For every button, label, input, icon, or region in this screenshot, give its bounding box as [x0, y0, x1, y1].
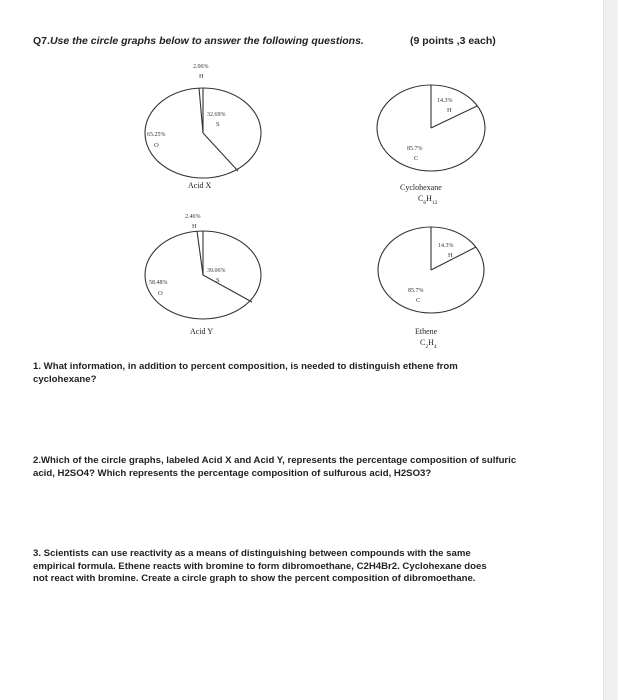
cyclohexane-formula: $C_6H_{12}$ — [418, 194, 438, 206]
acid-x-caption: Acid X — [188, 181, 212, 190]
question-1: 1. What information, in addition to percent composition, is needed to distinguish ethene from cyclohexane? — [33, 361, 458, 385]
acid-x-h-pct: 2.06% — [193, 64, 209, 70]
ethene-h-pct: 14.3% — [438, 243, 454, 249]
ethene-c-pct: 85.7% — [408, 288, 424, 294]
acid-x-h-sym: H — [199, 73, 204, 80]
acid-y-o-pct: 58.48% — [149, 280, 168, 286]
acid-y-s-sym: S — [216, 277, 220, 284]
acid-x-o-pct: 65.25% — [147, 132, 166, 138]
cyclohexane-c-pct: 85.7% — [407, 146, 423, 152]
cyclohexane-c-sym: C — [414, 155, 419, 162]
acid-x-o-sym: O — [154, 142, 159, 149]
acid-y-s-pct: 39.06% — [207, 268, 226, 274]
question-2: 2.Which of the circle graphs, labeled Acid X and Acid Y, represents the percentage composition of sulfuric acid, H2SO4? Which represents the percentage composition of sulfurous acid, H2SO3? — [33, 455, 517, 479]
ethene-formula: $C_2H_4$ — [420, 338, 437, 350]
acid-x-s-sym: S — [216, 121, 220, 128]
acid-x-s-pct: 32.69% — [207, 112, 226, 118]
acid-y-h-pct: 2.46% — [185, 214, 201, 220]
acid-y-h-sym: H — [192, 223, 197, 230]
cyclohexane-caption: Cyclohexane — [400, 183, 442, 192]
cyclohexane-h-pct: 14.3% — [437, 98, 453, 104]
question-instruction: Use the circle graphs below to answer the following questions. — [49, 35, 364, 47]
pie-ethene — [378, 227, 484, 350]
acid-y-o-sym: O — [158, 290, 163, 297]
ethene-caption: Ethene — [415, 327, 438, 336]
cyclohexane-h-sym: H — [447, 107, 452, 114]
question-3: 3. Scientists can use reactivity as a means of distinguishing between compounds with the same empirical formula. Ethene reacts with bromine to form dibromoethane, C2H4Br2. Cyclohexane does not react with bromine. Create a circle graph to show the percent composition of dibromoethane. — [33, 548, 487, 584]
ethene-c-sym: C — [416, 297, 421, 304]
pie-acid-y — [145, 214, 261, 336]
question-number: Q7. — [33, 35, 50, 47]
pie-acid-x — [145, 64, 261, 190]
ethene-h-sym: H — [448, 252, 453, 259]
acid-y-caption: Acid Y — [190, 327, 214, 336]
points-label: (9 points ,3 each) — [410, 35, 496, 47]
pie-cyclohexane — [377, 85, 485, 206]
